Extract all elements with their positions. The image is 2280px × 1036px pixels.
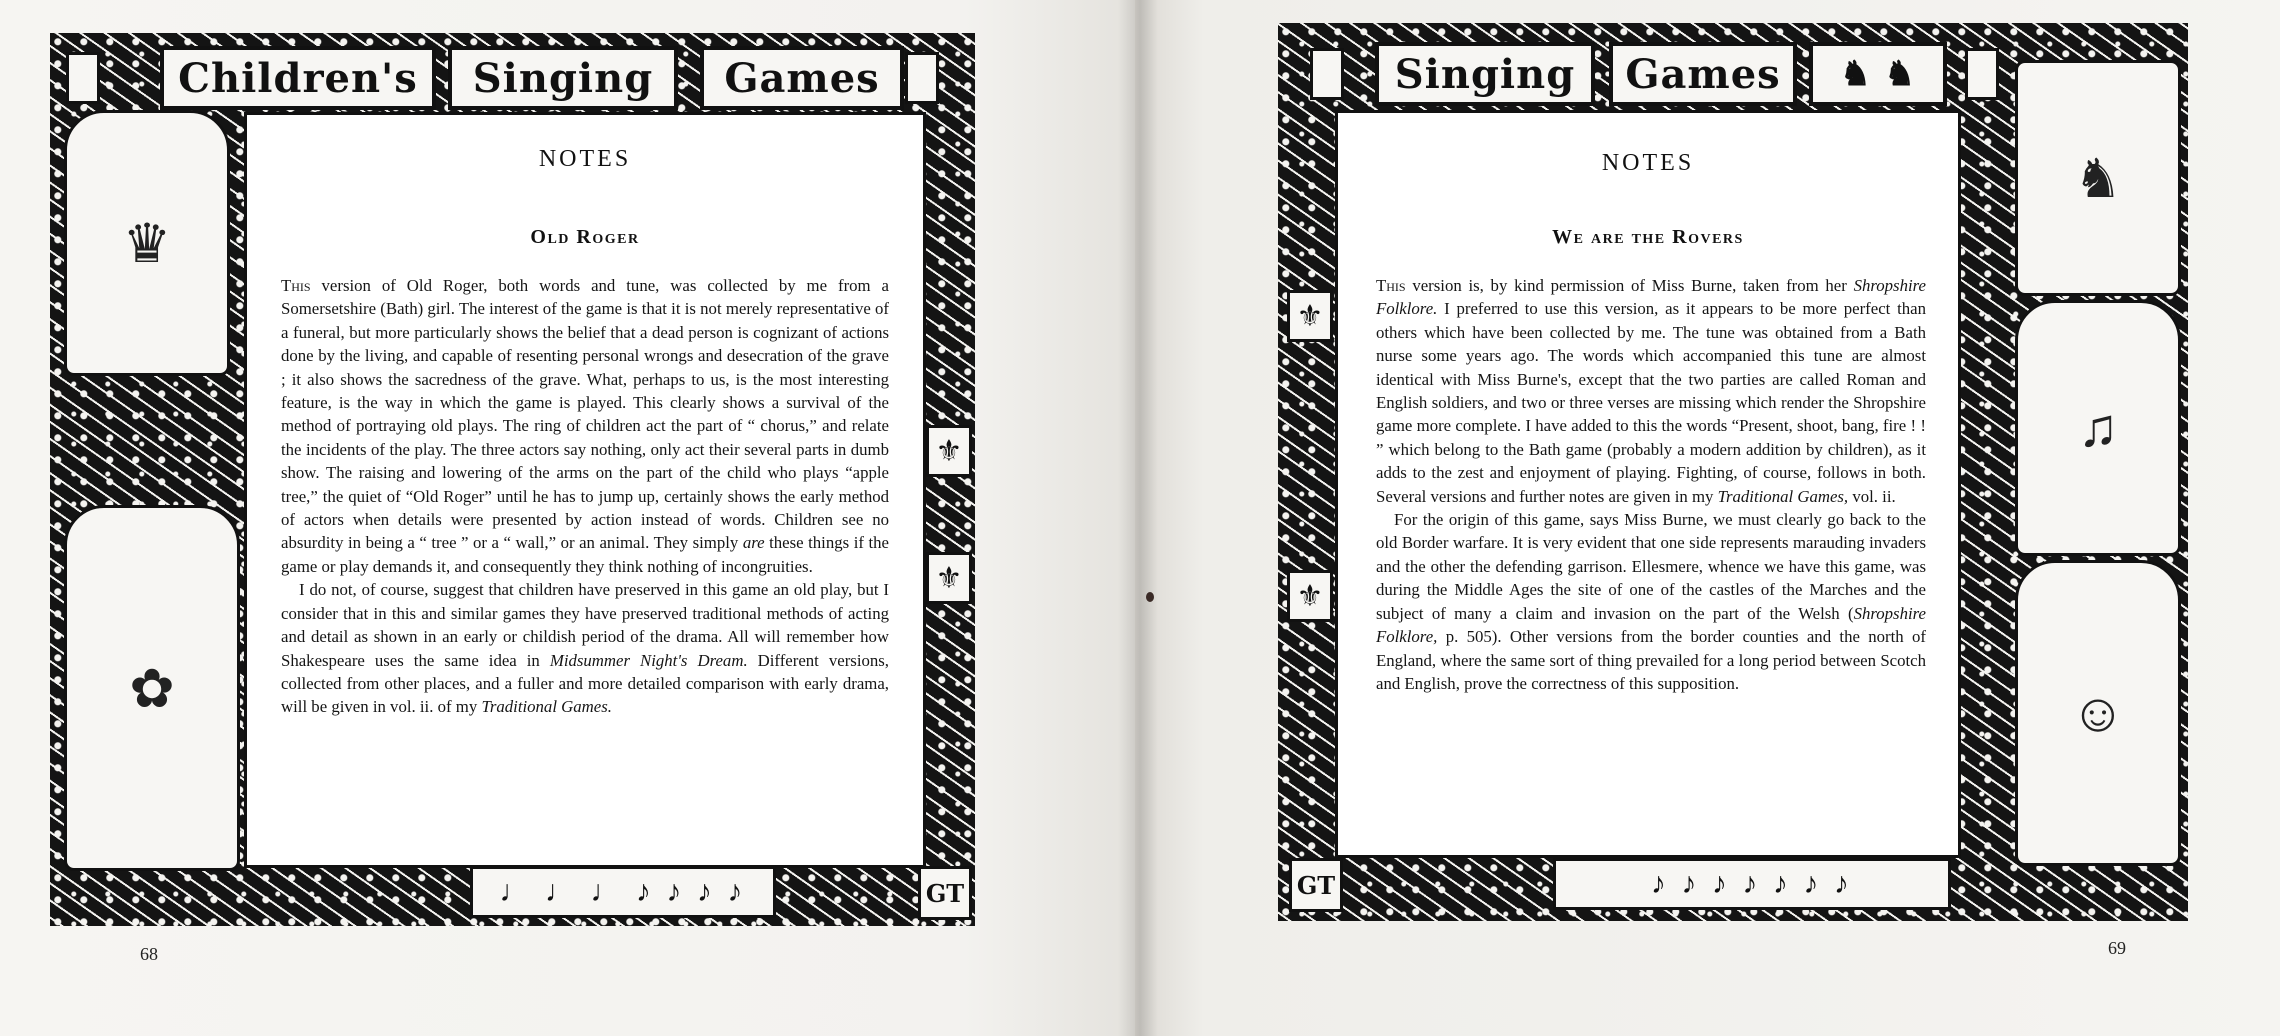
piper-figure-illustration — [2015, 300, 2181, 556]
text-run: Different versions, collected from other places, and a fuller and more detailed comparison with early drama, will be given in vol. ii. of my — [281, 650, 889, 717]
lion-icon: ♞ — [2073, 148, 2123, 209]
left-page — [0, 0, 1135, 1036]
page-number: 68 — [140, 944, 158, 964]
fleur-de-lis-icon: ⚜ — [1287, 570, 1333, 622]
banner-word-games: Games — [700, 46, 904, 110]
text-run: Midsummer Night's Dream. — [549, 650, 748, 670]
text-run: version is, by kind permission of Miss Burne, taken from her — [1405, 276, 1854, 295]
heraldic-lion-illustration — [2015, 60, 2181, 296]
book-gutter — [1118, 0, 1158, 1036]
text-run: vol. ii. — [1848, 486, 1896, 506]
text-run: Shropshire Folklore, — [1376, 603, 1926, 647]
music-notes-bar: ♩ ♩ ♩ ♪ ♪ ♪ ♪ — [470, 866, 776, 918]
figure-icon: ♫ — [2077, 398, 2119, 458]
fleur-de-lis-icon: ⚜ — [926, 552, 972, 604]
paragraph — [281, 578, 889, 718]
banner-scroll-end — [905, 52, 939, 104]
banner-word-children: Children's — [160, 46, 436, 110]
lion-icon: ♞ ♞ — [1840, 54, 1916, 94]
fleur-de-lis-icon: ⚜ — [926, 425, 972, 477]
paragraph — [281, 274, 889, 578]
text-run: I do not, of course, suggest that children have preserved in this game an old play, but I consider that in this and similar games they have preserved traditional methods of acting and detail as shown in an early or childish period of the drama. All will remember how Shakespeare uses the same idea in — [281, 580, 889, 670]
text-run: Traditional Games. — [481, 697, 612, 717]
text-run: are — [742, 533, 765, 553]
paragraph — [1376, 508, 1926, 695]
banner-scroll-end — [1965, 48, 1999, 100]
figure-icon: ♛ — [122, 213, 172, 274]
text-run: For the origin of this game, says Miss Burne, we must clearly go back to the old Border warfare. It is very evident that one side represents marauding invaders and the other the defending garrison. Ellesmere, whence we have this game, was during the Middle Ages the site of one of the castles of the Marches and the subject of many a claim and invasion on the part of the Welsh ( — [1376, 510, 1926, 623]
heraldic-lions-banner — [1809, 42, 1947, 106]
monogram-icon: GT — [918, 866, 972, 920]
child-figure-illustration — [64, 110, 230, 376]
section-title: We are the Rovers — [1552, 226, 1744, 248]
paragraph — [1376, 274, 1926, 508]
text-run: version of Old Roger, both words and tune, was collected by me from a Somersetshire (Bath) girl. The interest of the game is that it is not merely representative of a funeral, but more particularly shows the belief that a dead person is cognizant of actions done by the living, and capable of resenting personal wrongs and desecration of the grave ; it also shows the sacredness of the grave. What, perhaps to us, is the most interesting feature, is the way in which the game is played. This clearly shows a survival of the method of portraying old plays. The ring of children act the part of “ chorus,” and relate the incidents of the play. The three actors say nothing, only act their several parts in dumb show. The raising and lowering of the arms on the part of the child who plays “apple tree,” the quiet of “Old Roger” until he has to jump up, certainly shows the early method of actors when details were presented by action instead of words. Children see no absurdity in being a “ tree ” or a “ wall,” or an animal. They simply — [281, 276, 889, 553]
text-run: Shropshire Folklore. — [1376, 276, 1926, 319]
page-heading: NOTES — [1601, 150, 1695, 176]
ink-blot — [1146, 592, 1154, 602]
fleur-de-lis-icon: ⚜ — [1287, 290, 1333, 342]
text-run: I preferred to use this version, as it appears to be more perfect than others which have been collected by me. The tune was obtained from a Bath nurse some years ago. The words which accompanied this tune are almost identical with Miss Burne's, except that the two parties are called Roman and English soldiers, and two or three verses are missing which render the Shropshire game more complete. I have added to this the words “Present, shoot, bang, fire ! ! ” which belong to the Bath game (probably a modern addition by children), as it adds to the zest and enjoyment of playing. Fighting, of course, follows in both. Several versions and further notes are given in my — [1376, 299, 1926, 506]
children-group-illustration — [2015, 560, 2181, 866]
right-page — [1135, 0, 2280, 1036]
page-heading: NOTES — [538, 146, 632, 172]
page-number: 69 — [2108, 938, 2126, 958]
section-title: Old Roger — [530, 226, 640, 248]
text-run: This — [281, 276, 311, 295]
banner-scroll-end — [66, 52, 100, 104]
banner-word-singing: Singing — [448, 46, 678, 110]
figure-icon: ☺ — [2070, 683, 2126, 743]
text-run: This — [1376, 276, 1406, 295]
text-run: p. 505). Other versions from the border counties and the north of England, where the same sort of thing prevailed for a long period between Scotch and English, prove the correctness of this supposition. — [1376, 627, 1926, 693]
girl-figure-illustration — [64, 505, 240, 871]
music-notes-bar: ♪ ♪ ♪ ♪ ♪ ♪ ♪ — [1553, 858, 1951, 910]
banner-scroll-end — [1310, 48, 1344, 100]
body-text — [1376, 274, 1926, 695]
banner-word-singing: Singing — [1375, 42, 1595, 106]
text-run: these things if the game or play demands it, and consequently they think nothing of incongruities. — [281, 533, 889, 576]
banner-word-games: Games — [1609, 42, 1797, 106]
body-text — [281, 274, 889, 719]
text-run: Traditional Games, — [1717, 486, 1849, 506]
figure-icon: ✿ — [129, 658, 175, 719]
monogram-icon: GT — [1289, 858, 1343, 912]
